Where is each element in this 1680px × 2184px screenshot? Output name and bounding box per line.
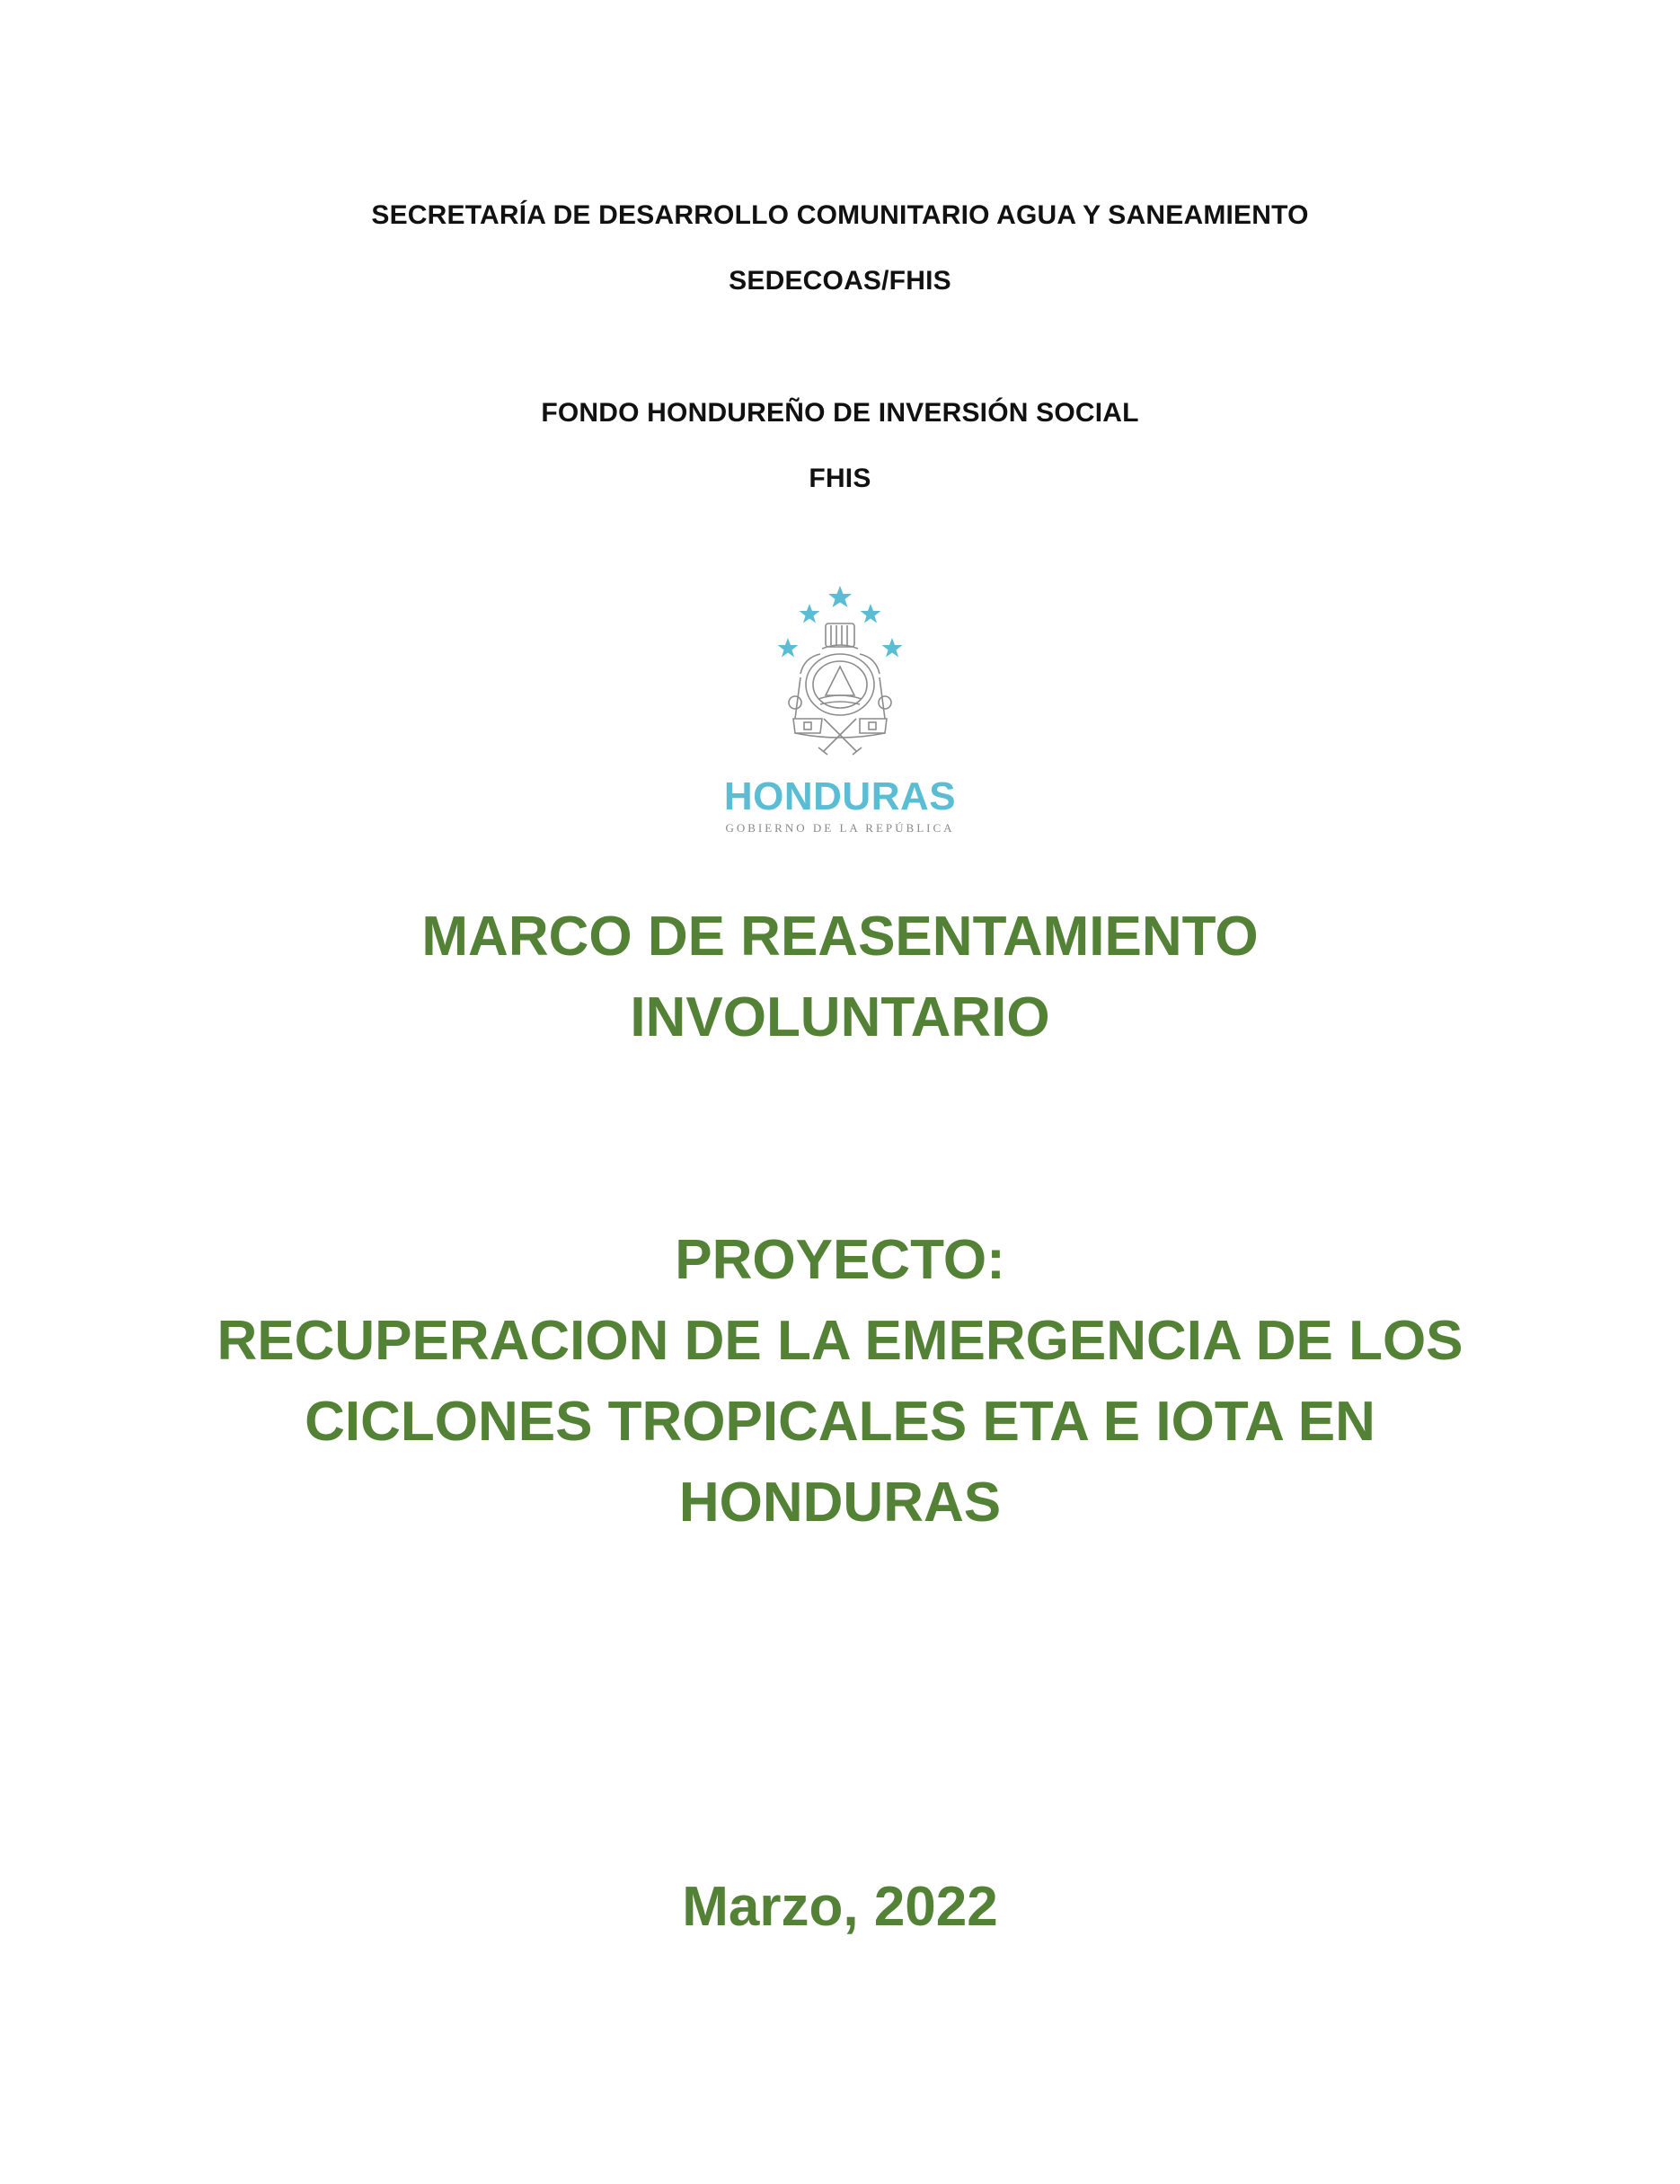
document-title-line1: MARCO DE REASENTAMIENTO <box>421 906 1259 968</box>
header-sedecoas: SEDECOAS/FHIS <box>729 266 951 296</box>
honduras-logo-text: HONDURAS <box>723 774 957 818</box>
document-title-line2: INVOLUNTARIO <box>630 986 1050 1048</box>
document-date: Marzo, 2022 <box>682 1876 998 1938</box>
honduras-coat-of-arms-icon <box>768 584 912 773</box>
project-label: PROYECTO: <box>675 1229 1005 1291</box>
header-secretaria: SECRETARÍA DE DESARROLLO COMUNITARIO AGUA Y SANEAMIENTO <box>371 200 1309 230</box>
project-name-line1: RECUPERACION DE LA EMERGENCIA DE LOS <box>217 1310 1463 1372</box>
header-fondo: FONDO HONDUREÑO DE INVERSIÓN SOCIAL <box>541 398 1139 428</box>
project-name-line3: HONDURAS <box>678 1472 1002 1534</box>
project-name-line2: CICLONES TROPICALES ETA E IOTA EN <box>305 1391 1375 1453</box>
header-fhis: FHIS <box>809 464 871 493</box>
logo-subtitle: GOBIERNO DE LA REPÚBLICA <box>725 821 955 835</box>
